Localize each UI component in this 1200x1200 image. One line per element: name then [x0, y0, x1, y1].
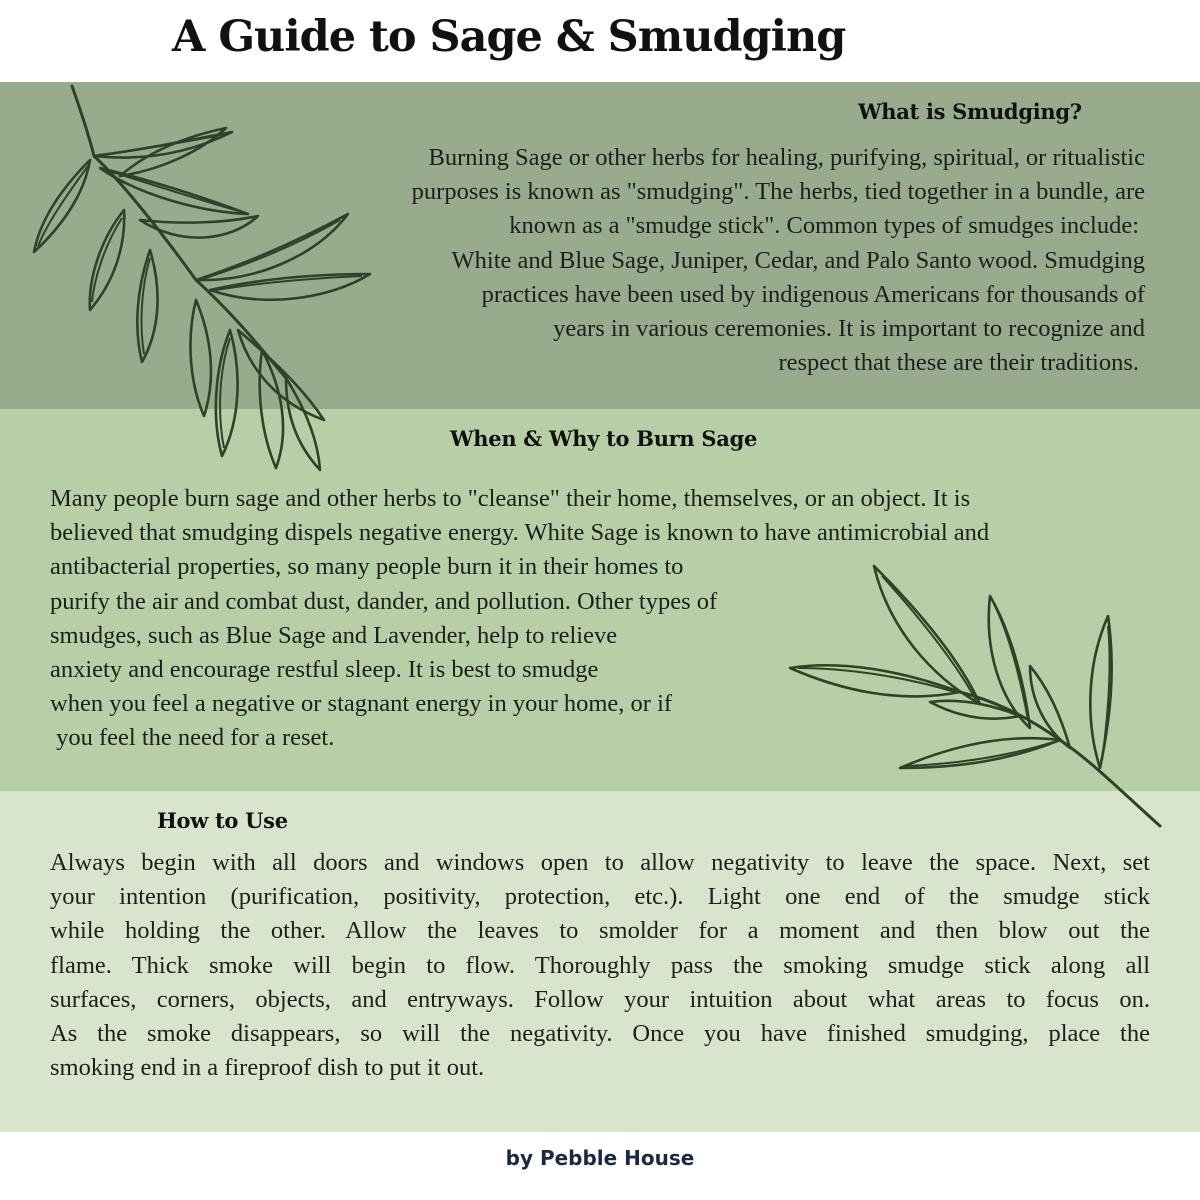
text-line: respect that these are their traditions. [778, 349, 1139, 377]
section-body [50, 482, 1150, 756]
section-body [50, 846, 1150, 1085]
text-line: anxiety and encourage restful sleep. It is best to smudge [50, 656, 599, 684]
text-line: surfaces, corners, objects, and entryways. Follow your intuition about what areas to focus on. [50, 985, 1150, 1013]
text-line: known as a "smudge stick". Common types of smudges include: [509, 212, 1139, 240]
text-line: Burning Sage or other herbs for healing, purifying, spiritual, or ritualistic [428, 144, 1145, 171]
text-line: White and Blue Sage, Juniper, Cedar, and Palo Santo wood. Smudging [451, 246, 1145, 274]
section-heading: When & Why to Burn Sage [450, 426, 758, 451]
footer-credit: by Pebble House [505, 1146, 695, 1170]
text-line: As the smoke disappears, so will the negativity. Once you have finished smudging, place the [50, 1020, 1150, 1048]
section-heading: What is Smudging? [858, 99, 1082, 124]
text-line: purposes is known as "smudging". The herbs, tied together in a bundle, are [411, 178, 1145, 206]
section-body [285, 141, 1145, 380]
text-line: when you feel a negative or stagnant energy in your home, or if [50, 690, 673, 718]
text-line: practices have been used by indigenous Americans for thousands of [481, 280, 1145, 308]
text-line: Always begin with all doors and windows open to allow negativity to leave the space. Next, set [50, 849, 1150, 876]
text-line: your intention (purification, positivity, protection, etc.). Light one end of the smudge stick [50, 883, 1150, 911]
text-line: flame. Thick smoke will begin to flow. Thoroughly pass the smoking smudge stick along all [50, 951, 1150, 979]
page-title: A Guide to Sage & Smudging [172, 12, 846, 62]
section-heading: How to Use [157, 808, 288, 833]
text-line: antibacterial properties, so many people burn it in their homes to [50, 553, 684, 581]
text-line: smoking end in a fireproof dish to put it out. [50, 1054, 485, 1082]
text-line: Many people burn sage and other herbs to "cleanse" their home, themselves, or an object. It is [50, 485, 971, 512]
text-line: while holding the other. Allow the leaves to smolder for a moment and then blow out the [50, 917, 1150, 945]
text-line: believed that smudging dispels negative energy. White Sage is known to have antimicrobial and [50, 519, 990, 547]
text-line: you feel the need for a reset. [50, 724, 335, 752]
text-line: smudges, such as Blue Sage and Lavender, help to relieve [50, 621, 618, 649]
text-line: purify the air and combat dust, dander, and pollution. Other types of [50, 587, 718, 615]
text-line: years in various ceremonies. It is important to recognize and [553, 315, 1145, 343]
